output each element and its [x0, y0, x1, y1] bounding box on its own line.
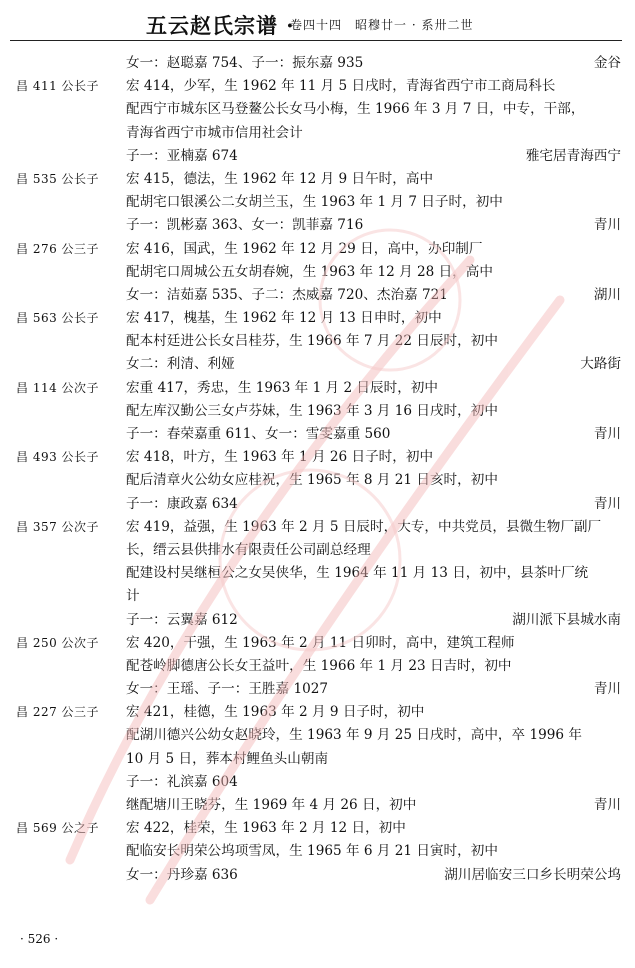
entry-text: 子一：凯彬嘉 363、女一：凯菲嘉 716: [126, 217, 364, 234]
entry-text: 宏 418，叶方，生 1963 年 1 月 26 日子时，初中: [126, 449, 434, 466]
entry-line: [0, 261, 635, 284]
entry-text: 继配塘川王晓芬，生 1969 年 4 月 26 日，初中: [126, 797, 417, 813]
entry-text: 配胡宅口银溪公二女胡兰玉，生 1963 年 1 月 7 日子时，初中: [126, 194, 503, 211]
entry-text: 宏重 417，秀忠，生 1963 年 1 月 2 日辰时，初中: [126, 379, 438, 396]
entry-text: 配临安长明荣公坞项雪凤，生 1965 年 6 月 21 日寅时，初中: [126, 843, 498, 860]
entry-line: [0, 609, 635, 632]
lineage-label: 昌 276 公三子: [16, 241, 100, 256]
entry-text: 10 月 5 日，葬本村鲤鱼头山朝南: [126, 750, 329, 767]
entry-line: [0, 307, 635, 330]
entry-line: [0, 539, 635, 562]
lineage-label: 昌 563 公长子: [16, 311, 100, 326]
entry-text: 宏 420，干强，生 1963 年 2 月 11 日卯时，高中，建筑工程师: [126, 634, 515, 651]
residence-place: 大路街: [580, 356, 621, 373]
lineage-label: 昌 227 公三子: [16, 705, 100, 720]
residence-place: 青川: [593, 797, 621, 813]
entry-text: 配建设村吴继桓公之女吴侠华，生 1964 年 11 月 13 日，初中，县茶叶厂统: [126, 565, 589, 582]
residence-place: 青川: [593, 495, 621, 512]
entry-text: 配后清章火公幼女应桂祝，生 1965 年 8 月 21 日亥时，初中: [126, 472, 498, 489]
entry-line: [0, 469, 635, 492]
entry-line: [0, 516, 635, 539]
entry-text: 计: [126, 588, 140, 605]
book-title: 五云赵氏宗谱 ·: [146, 13, 295, 38]
entry-text: 青海省西宁市城市信用社会计: [126, 124, 303, 141]
entry-line: [0, 400, 635, 423]
residence-place: 湖川居临安三口乡长明荣公坞: [444, 866, 621, 883]
entry-text: 女一：丹珍嘉 636: [126, 866, 238, 883]
entry-text: 配左库汉勤公三女卢芬妹，生 1963 年 3 月 16 日戌时，初中: [126, 402, 498, 419]
entry-line: [0, 678, 635, 701]
entry-line: [0, 446, 635, 469]
entry-line: [0, 168, 635, 191]
entry-text: 宏 422，桂荣，生 1963 年 2 月 12 日，初中: [126, 820, 406, 837]
entry-line: [0, 214, 635, 237]
entry-line: [0, 724, 635, 747]
residence-place: 雅宅居青海西宁: [525, 147, 621, 164]
entry-line: [0, 284, 635, 307]
lineage-label: 昌 357 公次子: [16, 519, 100, 534]
residence-place: 湖川: [593, 286, 621, 303]
entry-text: 配苍岭脚德唐公长女王益叶，生 1966 年 1 月 23 日吉时，初中: [126, 657, 512, 674]
page-header: [0, 6, 635, 36]
lineage-label: 昌 493 公长子: [16, 450, 100, 465]
entry-line: [0, 794, 635, 817]
entry-line: [0, 238, 635, 261]
entry-line: [0, 817, 635, 840]
entry-line: [0, 52, 635, 75]
entry-text: 宏 419，益强，生 1963 年 2 月 5 日辰时，大专，中共党员，县微生物厂副厂: [126, 518, 602, 535]
entry-line: [0, 840, 635, 863]
entry-line: [0, 145, 635, 168]
entry-text: 长，缙云县供排水有限责任公司副总经理: [126, 541, 371, 558]
entry-text: 宏 415，德法，生 1962 年 12 月 9 日午时，高中: [126, 170, 434, 187]
page-number: · 526 ·: [20, 932, 59, 946]
entry-text: 宏 421，桂德，生 1963 年 2 月 9 日子时，初中: [126, 704, 425, 721]
entry-text: 女一：赵聪嘉 754、子一：振东嘉 935: [126, 55, 364, 71]
residence-place: 青川: [593, 217, 621, 234]
lineage-label: 昌 535 公长子: [16, 171, 100, 186]
entry-list: [0, 52, 635, 887]
entry-text: 宏 417，槐基，生 1962 年 12 月 13 日申时，初中: [126, 310, 442, 327]
entry-line: [0, 655, 635, 678]
entry-line: [0, 585, 635, 608]
entry-line: [0, 191, 635, 214]
entry-text: 女一：洁茹嘉 535、子二：杰威嘉 720、杰治嘉 721: [126, 286, 448, 303]
residence-place: 金谷: [593, 55, 621, 71]
lineage-label: 昌 250 公次子: [16, 635, 100, 650]
entry-line: [0, 122, 635, 145]
entry-text: 子一：云翼嘉 612: [126, 611, 238, 628]
entry-line: [0, 377, 635, 400]
entry-line: [0, 98, 635, 121]
entry-line: [0, 562, 635, 585]
entry-line: [0, 353, 635, 376]
entry-line: [0, 748, 635, 771]
header-rule: [10, 40, 622, 41]
entry-text: 子一：亚楠嘉 674: [126, 147, 238, 164]
entry-line: [0, 864, 635, 887]
volume-subtitle: 卷四十四 昭穆廿一 · 系卅二世: [290, 18, 474, 32]
entry-line: [0, 771, 635, 794]
entry-line: [0, 423, 635, 446]
entry-line: [0, 493, 635, 516]
entry-text: 子一：礼滨嘉 604: [126, 773, 238, 790]
residence-place: 湖川派下县城水南: [512, 611, 621, 628]
entry-text: 宏 416，国武，生 1962 年 12 月 29 日，高中，办印制厂: [126, 240, 483, 257]
entry-text: 女一：王瑶、子一：王胜嘉 1027: [126, 681, 329, 698]
entry-text: 配胡宅口周城公五女胡春婉，生 1963 年 12 月 28 日，高中: [126, 263, 493, 280]
lineage-label: 昌 411 公长子: [16, 79, 100, 94]
residence-place: 青川: [593, 681, 621, 698]
entry-text: 配西宁市城东区马登鳌公长女马小梅，生 1966 年 3 月 7 日，中专，干部，: [126, 101, 585, 118]
entry-line: [0, 75, 635, 98]
residence-place: 青川: [593, 426, 621, 442]
lineage-label: 昌 114 公次子: [16, 380, 100, 395]
entry-line: [0, 701, 635, 724]
entry-text: 宏 414，少军，生 1962 年 11 月 5 日戌时，青海省西宁市工商局科长: [126, 78, 556, 95]
entry-text: 子一：康政嘉 634: [126, 495, 238, 512]
entry-text: 子一：春荣嘉重 611、女一：雪雯嘉重 560: [126, 426, 391, 442]
entry-text: 配湖川德兴公幼女赵晓玲，生 1963 年 9 月 25 日戌时，高中，卒 1996 年: [126, 727, 582, 744]
entry-text: 配本村廷进公长女吕桂芬，生 1966 年 7 月 22 日辰时，初中: [126, 333, 498, 350]
lineage-label: 昌 569 公之子: [16, 821, 100, 836]
entry-text: 女二：利清、利娅: [126, 356, 235, 373]
entry-line: [0, 632, 635, 655]
entry-line: [0, 330, 635, 353]
